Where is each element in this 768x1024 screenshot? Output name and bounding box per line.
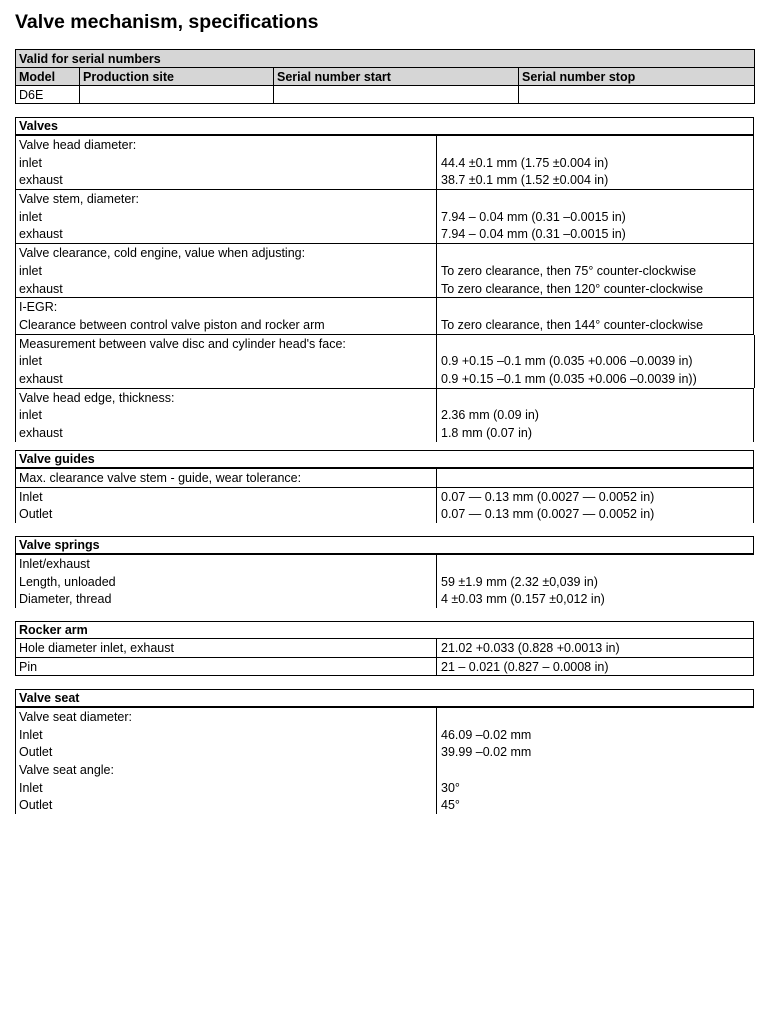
row-label: Inlet <box>19 780 43 795</box>
row-label: Hole diameter inlet, exhaust <box>19 641 174 655</box>
column-header-production-site: Production site <box>80 68 274 85</box>
row-label: inlet <box>19 263 42 278</box>
group-label: Measurement between valve disc and cylinder head's face: <box>19 336 346 351</box>
row-value: 0.07 — 0.13 mm (0.0027 — 0.0052 in) <box>441 507 655 522</box>
section-title: Rocker arm <box>15 621 754 639</box>
row-value: To zero clearance, then 120° counter-clockwise <box>441 281 704 296</box>
valve-head-edge-group <box>15 389 754 442</box>
table-row <box>16 262 753 280</box>
row-value: To zero clearance, then 75° counter-clockwise <box>441 263 697 278</box>
table-row <box>16 779 754 797</box>
row-label: exhaust <box>19 426 63 440</box>
row-value: 0.9 +0.15 –0.1 mm (0.035 +0.006 –0.0039 in)) <box>441 371 697 386</box>
group-label: I-EGR: <box>19 300 58 315</box>
cell-model: D6E <box>16 86 80 103</box>
valves-section <box>15 117 754 442</box>
row-value: 21.02 +0.033 (0.828 +0.0013 in) <box>441 641 620 655</box>
row-label: Length, unloaded <box>19 574 116 589</box>
row-value: 1.8 mm (0.07 in) <box>441 426 533 440</box>
table-row <box>16 726 754 744</box>
cell-production-site <box>80 86 274 103</box>
guides-values-group <box>15 488 754 523</box>
table-row <box>16 208 753 226</box>
table-row <box>16 796 754 814</box>
section-title: Valves <box>15 117 754 136</box>
table-row <box>16 424 753 442</box>
valve-stem-diameter-group <box>15 190 754 244</box>
row-label: Diameter, thread <box>19 592 112 607</box>
measurement-group <box>15 335 754 389</box>
row-value: 21 – 0.021 (0.827 – 0.0008 in) <box>441 659 609 674</box>
row-value: 59 ±1.9 mm (2.32 ±0,039 in) <box>441 574 598 589</box>
valve-clearance-group <box>15 244 754 298</box>
column-header-serial-start: Serial number start <box>274 68 519 85</box>
row-label: Clearance between control valve piston and rocker arm <box>19 317 325 332</box>
table-row <box>16 505 753 523</box>
iegr-group <box>15 298 754 334</box>
table-row <box>16 86 754 103</box>
row-label: exhaust <box>19 173 63 188</box>
row-value: 4 ±0.03 mm (0.157 ±0,012 in) <box>441 592 605 607</box>
group-label: Valve head edge, thickness: <box>19 390 175 405</box>
group-label: Valve stem, diameter: <box>19 192 139 207</box>
row-label: inlet <box>19 408 42 423</box>
table-row <box>16 225 753 243</box>
cell-serial-stop <box>519 86 754 103</box>
table-row <box>16 573 754 591</box>
guides-label-group <box>15 469 754 488</box>
row-label: inlet <box>19 354 42 369</box>
row-label: Inlet <box>19 489 43 504</box>
row-label: Inlet <box>19 727 43 742</box>
group-label: Valve seat angle: <box>19 763 114 778</box>
row-value: 38.7 ±0.1 mm (1.52 ±0.004 in) <box>441 173 609 188</box>
cell-serial-start <box>274 86 519 103</box>
group-label: Inlet/exhaust <box>19 557 90 571</box>
row-label: inlet <box>19 209 42 224</box>
row-label: Outlet <box>19 745 53 760</box>
rocker-pin-row <box>15 658 754 677</box>
table-row <box>16 370 754 388</box>
row-label: inlet <box>19 155 42 170</box>
row-label: exhaust <box>19 281 63 296</box>
springs-group <box>15 555 754 608</box>
serial-numbers-table <box>15 49 755 104</box>
column-header-serial-stop: Serial number stop <box>522 70 636 84</box>
row-value: 45° <box>441 798 460 813</box>
table-row <box>16 352 754 370</box>
row-label: Outlet <box>19 798 53 813</box>
row-value: 39.99 –0.02 mm <box>441 745 532 760</box>
valve-springs-section <box>15 536 754 608</box>
table-row <box>16 590 754 608</box>
group-label: Max. clearance valve stem - guide, wear tolerance: <box>19 471 302 485</box>
group-label: Valve seat diameter: <box>19 710 133 724</box>
table-row <box>16 154 753 172</box>
table-row <box>16 406 753 424</box>
group-label: Valve head diameter: <box>19 138 137 152</box>
rocker-hole-row <box>15 639 754 658</box>
valve-guides-section <box>15 450 754 523</box>
group-label: Valve clearance, cold engine, value when adjusting: <box>19 246 306 261</box>
row-value: 0.07 — 0.13 mm (0.0027 — 0.0052 in) <box>441 489 655 504</box>
serial-table-header: Valid for serial numbers <box>16 50 754 68</box>
row-value: 46.09 –0.02 mm <box>441 727 532 742</box>
valve-seat-group <box>15 708 754 814</box>
table-row <box>16 171 753 189</box>
row-value: 44.4 ±0.1 mm (1.75 ±0.004 in) <box>441 155 609 170</box>
table-row <box>16 280 753 298</box>
section-title: Valve springs <box>15 536 754 555</box>
page-title: Valve mechanism, specifications <box>15 11 319 33</box>
table-row <box>16 743 754 761</box>
row-label: Pin <box>19 659 38 674</box>
row-value: 2.36 mm (0.09 in) <box>441 408 539 423</box>
valve-seat-section <box>15 689 754 814</box>
section-title: Valve guides <box>15 450 754 469</box>
section-title: Valve seat <box>15 689 754 708</box>
table-row <box>16 488 753 506</box>
row-value: 0.9 +0.15 –0.1 mm (0.035 +0.006 –0.0039 in) <box>441 354 693 369</box>
row-label: exhaust <box>19 371 63 386</box>
row-value: 7.94 – 0.04 mm (0.31 –0.0015 in) <box>441 227 626 242</box>
column-header-model: Model <box>16 68 80 85</box>
table-row <box>16 316 753 334</box>
row-label: exhaust <box>19 227 63 242</box>
row-value: 30° <box>441 780 460 795</box>
row-value: To zero clearance, then 144° counter-clockwise <box>441 317 704 332</box>
valve-head-diameter-group <box>15 136 754 190</box>
serial-table-column-headers <box>16 68 754 86</box>
rocker-arm-section <box>15 621 754 676</box>
row-value: 7.94 – 0.04 mm (0.31 –0.0015 in) <box>441 209 626 224</box>
row-label: Outlet <box>19 507 53 522</box>
